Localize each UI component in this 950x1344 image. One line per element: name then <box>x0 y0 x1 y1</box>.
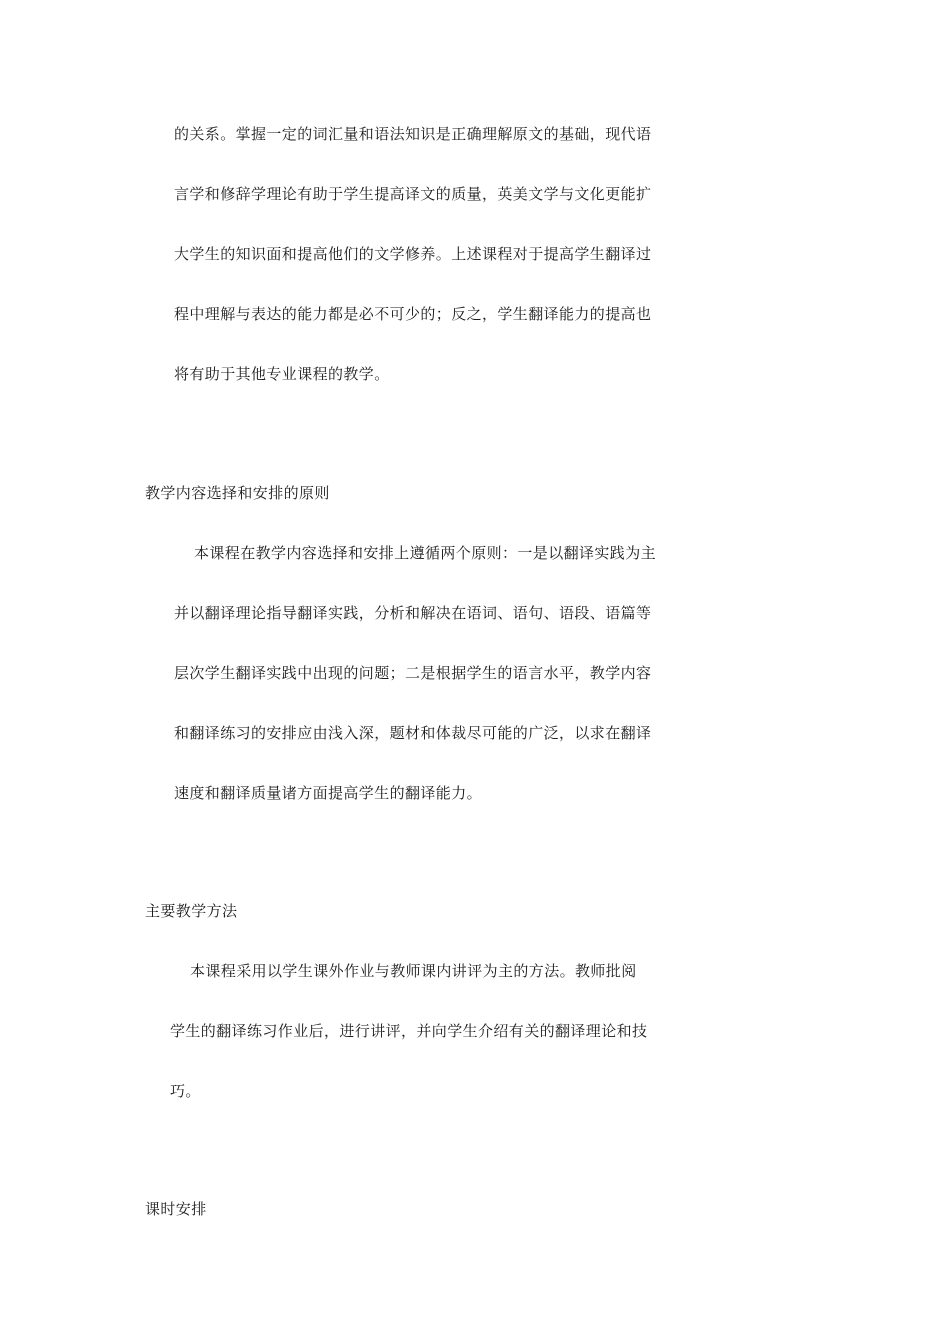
text-line: 并以翻译理论指导翻译实践，分析和解决在语词、语句、语段、语篇等 <box>174 604 652 622</box>
text-line: 的关系。掌握一定的词汇量和语法知识是正确理解原文的基础，现代语 <box>174 125 652 143</box>
section-heading-methods: 主要教学方法 <box>145 902 238 920</box>
section-heading-hours: 课时安排 <box>145 1200 207 1218</box>
text-line: 巧。 <box>170 1082 201 1100</box>
text-line: 本课程采用以学生课外作业与教师课内讲评为主的方法。教师批阅 <box>190 962 637 980</box>
text-line: 本课程在教学内容选择和安排上遵循两个原则：一是以翻译实践为主 <box>194 544 657 562</box>
text-line: 和翻译练习的安排应由浅入深，题材和体裁尽可能的广泛，以求在翻译 <box>174 724 652 742</box>
text-line: 学生的翻译练习作业后，进行讲评，并向学生介绍有关的翻译理论和技 <box>170 1022 648 1040</box>
text-line: 速度和翻译质量诸方面提高学生的翻译能力。 <box>174 784 483 802</box>
text-line: 言学和修辞学理论有助于学生提高译文的质量，英美文学与文化更能扩 <box>174 185 652 203</box>
text-line: 程中理解与表达的能力都是必不可少的；反之，学生翻译能力的提高也 <box>174 305 652 323</box>
text-line: 将有助于其他专业课程的教学。 <box>174 365 390 383</box>
text-line: 层次学生翻译实践中出现的问题；二是根据学生的语言水平，教学内容 <box>174 664 652 682</box>
text-line: 大学生的知识面和提高他们的文学修养。上述课程对于提高学生翻译过 <box>174 245 652 263</box>
section-heading-principles: 教学内容选择和安排的原则 <box>145 484 330 502</box>
